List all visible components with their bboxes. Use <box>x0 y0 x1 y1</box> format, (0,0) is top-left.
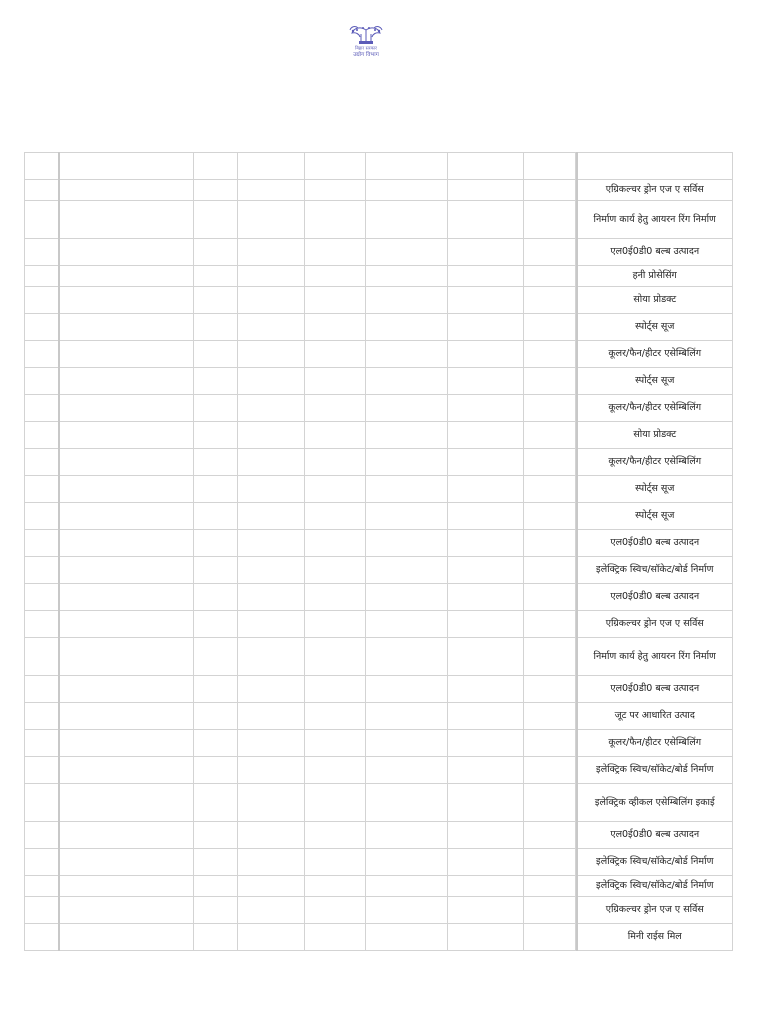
data-table <box>24 152 733 951</box>
table-cell <box>524 368 576 395</box>
table-cell <box>448 449 524 476</box>
table-cell <box>448 703 524 730</box>
table-cell-label: इलेक्ट्रिक व्हीकल एसेम्बिलिंग इकाई <box>577 784 733 822</box>
table-cell <box>448 239 524 266</box>
table-cell-label: एग्रिकल्चर ड्रोन एज ए सर्विस <box>577 897 733 924</box>
table-cell <box>305 368 366 395</box>
table-cell <box>238 897 305 924</box>
table-cell <box>238 557 305 584</box>
table-cell <box>59 897 194 924</box>
table-cell-label: एल0ई0डी0 बल्ब उत्पादन <box>577 239 733 266</box>
table-cell <box>448 676 524 703</box>
table-cell <box>524 180 576 201</box>
table-cell <box>305 897 366 924</box>
table-cell <box>194 530 238 557</box>
table-cell <box>194 784 238 822</box>
table-cell-label: एल0ई0डी0 बल्ब उत्पादन <box>577 676 733 703</box>
table-cell-label: कूलर/फैन/हीटर एसेम्बिलिंग <box>577 730 733 757</box>
table-cell <box>238 239 305 266</box>
table-cell <box>524 449 576 476</box>
table-cell <box>25 239 59 266</box>
table-cell <box>238 201 305 239</box>
table-cell <box>25 876 59 897</box>
table-cell <box>366 924 448 951</box>
table-cell <box>25 676 59 703</box>
table-cell <box>524 924 576 951</box>
table-cell <box>59 676 194 703</box>
table-cell <box>305 924 366 951</box>
table-cell <box>194 703 238 730</box>
table-cell <box>25 730 59 757</box>
table-cell <box>524 822 576 849</box>
header-cell <box>194 153 238 180</box>
table-cell <box>25 611 59 638</box>
header-cell <box>238 153 305 180</box>
table-cell-label: कूलर/फैन/हीटर एसेम्बिलिंग <box>577 341 733 368</box>
table-cell <box>238 703 305 730</box>
table-cell <box>194 395 238 422</box>
table-cell <box>524 638 576 676</box>
table-cell <box>59 287 194 314</box>
table-cell <box>366 584 448 611</box>
table-cell <box>366 876 448 897</box>
table-cell <box>194 266 238 287</box>
table-cell <box>524 584 576 611</box>
table-cell <box>59 476 194 503</box>
table-cell <box>238 395 305 422</box>
header-cell <box>305 153 366 180</box>
table-cell-label: स्पोर्ट्स सूज <box>577 368 733 395</box>
table-cell <box>238 287 305 314</box>
table-cell <box>59 503 194 530</box>
table-cell-label: एल0ई0डी0 बल्ब उत्पादन <box>577 822 733 849</box>
table-cell <box>194 287 238 314</box>
table-cell <box>194 876 238 897</box>
table-cell <box>524 784 576 822</box>
table-cell <box>25 395 59 422</box>
table-row <box>25 180 733 201</box>
table-cell <box>238 849 305 876</box>
table-cell <box>448 395 524 422</box>
table-row <box>25 849 733 876</box>
table-cell <box>25 201 59 239</box>
table-cell-label: इलेक्ट्रिक स्विच/सॉकेट/बोर्ड निर्माण <box>577 849 733 876</box>
table-cell <box>366 730 448 757</box>
table-cell <box>25 180 59 201</box>
table-cell <box>366 611 448 638</box>
table-cell <box>194 368 238 395</box>
table-cell <box>25 449 59 476</box>
table-row <box>25 266 733 287</box>
table-row <box>25 503 733 530</box>
table-cell <box>524 341 576 368</box>
table-cell <box>194 557 238 584</box>
header-cell <box>25 153 59 180</box>
table-cell <box>448 849 524 876</box>
table-cell <box>305 503 366 530</box>
table-row <box>25 449 733 476</box>
table-cell <box>59 784 194 822</box>
table-cell-label: इलेक्ट्रिक स्विच/सॉकेट/बोर्ड निर्माण <box>577 557 733 584</box>
table-cell <box>366 849 448 876</box>
table-cell <box>524 849 576 876</box>
table-cell <box>366 557 448 584</box>
table-cell <box>524 503 576 530</box>
table-cell <box>305 341 366 368</box>
table-cell <box>194 476 238 503</box>
table-cell <box>366 503 448 530</box>
table-cell <box>524 201 576 239</box>
table-cell-label: जूट पर आधारित उत्पाद <box>577 703 733 730</box>
table-cell-label: एल0ई0डी0 बल्ब उत्पादन <box>577 530 733 557</box>
table-cell <box>59 180 194 201</box>
table-row <box>25 924 733 951</box>
table-cell <box>448 287 524 314</box>
table-cell <box>238 730 305 757</box>
table-cell-label: निर्माण कार्य हेतु आयरन रिंग निर्माण <box>577 201 733 239</box>
table-cell <box>366 422 448 449</box>
table-cell <box>305 584 366 611</box>
table-cell <box>59 449 194 476</box>
table-cell <box>524 530 576 557</box>
table-header-row <box>25 153 733 180</box>
table-cell-label: एग्रिकल्चर ड्रोन एज ए सर्विस <box>577 611 733 638</box>
table-cell <box>59 730 194 757</box>
table-cell <box>366 822 448 849</box>
table-cell-label: इलेक्ट्रिक स्विच/सॉकेट/बोर्ड निर्माण <box>577 757 733 784</box>
table-cell <box>194 611 238 638</box>
table-row <box>25 822 733 849</box>
table-cell <box>25 584 59 611</box>
table-cell <box>194 201 238 239</box>
table-cell <box>524 897 576 924</box>
table-cell <box>366 449 448 476</box>
table-cell <box>524 703 576 730</box>
table-cell <box>25 422 59 449</box>
table-cell <box>59 266 194 287</box>
table-cell <box>366 314 448 341</box>
header-cell <box>59 153 194 180</box>
table-cell <box>305 530 366 557</box>
table-cell <box>59 557 194 584</box>
table-cell <box>25 557 59 584</box>
table-row <box>25 239 733 266</box>
table-cell <box>238 822 305 849</box>
table-cell <box>305 638 366 676</box>
department-logo <box>346 24 386 58</box>
table-cell <box>366 476 448 503</box>
table-cell <box>524 314 576 341</box>
table-cell <box>238 584 305 611</box>
table-cell <box>238 266 305 287</box>
table-cell <box>194 449 238 476</box>
table-cell-label: कूलर/फैन/हीटर एसेम्बिलिंग <box>577 449 733 476</box>
table-cell <box>25 849 59 876</box>
table-cell <box>305 266 366 287</box>
table-cell-label: स्पोर्ट्स सूज <box>577 503 733 530</box>
table-cell <box>25 314 59 341</box>
table-cell <box>194 180 238 201</box>
table-cell <box>59 530 194 557</box>
table-cell <box>25 822 59 849</box>
table-cell <box>25 266 59 287</box>
table-cell <box>524 287 576 314</box>
table-cell <box>305 611 366 638</box>
table-cell <box>305 730 366 757</box>
table-cell <box>305 476 366 503</box>
table-cell <box>448 314 524 341</box>
table-cell <box>305 557 366 584</box>
table-cell <box>366 530 448 557</box>
table-cell <box>59 584 194 611</box>
table-cell <box>366 287 448 314</box>
table-cell <box>25 638 59 676</box>
table-cell-label: स्पोर्ट्स सूज <box>577 314 733 341</box>
table-row <box>25 730 733 757</box>
table-cell <box>366 395 448 422</box>
table-cell <box>366 239 448 266</box>
table-cell <box>194 503 238 530</box>
table-cell-label: स्पोर्ट्स सूज <box>577 476 733 503</box>
table-cell <box>448 368 524 395</box>
table-cell <box>194 584 238 611</box>
table-cell <box>238 924 305 951</box>
table-cell <box>194 730 238 757</box>
table-row <box>25 476 733 503</box>
table-row <box>25 341 733 368</box>
table-cell <box>448 757 524 784</box>
table-cell <box>238 341 305 368</box>
table-cell <box>25 368 59 395</box>
table-cell <box>366 638 448 676</box>
table-row <box>25 368 733 395</box>
table-cell <box>448 476 524 503</box>
table-cell <box>305 239 366 266</box>
table-cell <box>524 730 576 757</box>
table-cell <box>59 611 194 638</box>
table-cell <box>238 611 305 638</box>
table-cell <box>305 784 366 822</box>
table-row <box>25 557 733 584</box>
table-cell <box>25 703 59 730</box>
logo-caption: उद्योग विभाग <box>353 52 379 58</box>
table-cell <box>524 611 576 638</box>
table-cell <box>238 876 305 897</box>
table-cell <box>366 341 448 368</box>
table-cell <box>194 676 238 703</box>
header-cell <box>524 153 576 180</box>
table-cell <box>448 180 524 201</box>
bodhi-tree-emblem-icon <box>346 24 386 58</box>
table-cell <box>305 757 366 784</box>
table-cell <box>25 287 59 314</box>
table-cell <box>524 395 576 422</box>
table-cell <box>448 822 524 849</box>
header-cell <box>448 153 524 180</box>
table-cell <box>238 368 305 395</box>
table-cell <box>366 757 448 784</box>
table-cell <box>305 395 366 422</box>
table-cell <box>448 730 524 757</box>
table-cell <box>194 314 238 341</box>
table-cell <box>524 422 576 449</box>
table-row <box>25 584 733 611</box>
table-cell <box>25 757 59 784</box>
table-row <box>25 611 733 638</box>
table-cell <box>194 822 238 849</box>
table-cell <box>305 449 366 476</box>
table-cell <box>366 784 448 822</box>
table-cell <box>59 849 194 876</box>
table-cell <box>448 876 524 897</box>
table-row <box>25 287 733 314</box>
table-cell <box>194 757 238 784</box>
table-cell-label: मिनी राईस मिल <box>577 924 733 951</box>
table-cell <box>59 239 194 266</box>
table-cell <box>59 822 194 849</box>
table-cell-label: इलेक्ट्रिक स्विच/सॉकेट/बोर्ड निर्माण <box>577 876 733 897</box>
table-cell <box>305 676 366 703</box>
table-cell-label: एग्रिकल्चर ड्रोन एज ए सर्विस <box>577 180 733 201</box>
table-cell <box>238 530 305 557</box>
table-cell <box>25 924 59 951</box>
table-cell-label: निर्माण कार्य हेतु आयरन रिंग निर्माण <box>577 638 733 676</box>
table-cell <box>448 584 524 611</box>
table-cell <box>448 530 524 557</box>
table-cell <box>59 314 194 341</box>
table-cell <box>448 784 524 822</box>
table-cell <box>524 476 576 503</box>
table-cell <box>448 422 524 449</box>
table-row <box>25 530 733 557</box>
table-cell <box>366 897 448 924</box>
table-cell <box>448 638 524 676</box>
table-cell <box>194 638 238 676</box>
table-cell <box>59 201 194 239</box>
table-cell <box>366 368 448 395</box>
table-cell <box>305 314 366 341</box>
table-row <box>25 897 733 924</box>
table-cell <box>448 611 524 638</box>
table-cell <box>305 822 366 849</box>
table-cell <box>238 449 305 476</box>
table-row <box>25 395 733 422</box>
table-cell <box>238 180 305 201</box>
table-cell <box>238 784 305 822</box>
table-cell <box>524 239 576 266</box>
table-row <box>25 201 733 239</box>
table-cell <box>59 341 194 368</box>
table-cell-label: सोया प्रोडक्ट <box>577 422 733 449</box>
table-cell <box>59 638 194 676</box>
table-cell <box>524 757 576 784</box>
table-cell <box>524 557 576 584</box>
table-cell <box>305 180 366 201</box>
table-cell <box>305 849 366 876</box>
table-cell <box>448 557 524 584</box>
table-row <box>25 757 733 784</box>
table-cell <box>366 676 448 703</box>
table-cell <box>448 503 524 530</box>
table-cell <box>305 703 366 730</box>
table-cell <box>59 757 194 784</box>
table-cell <box>305 201 366 239</box>
table-row <box>25 703 733 730</box>
table-cell <box>448 341 524 368</box>
table-cell <box>448 201 524 239</box>
table-cell <box>238 476 305 503</box>
table-cell <box>448 266 524 287</box>
table-cell <box>524 876 576 897</box>
table-cell <box>25 341 59 368</box>
table-cell <box>194 239 238 266</box>
table-cell <box>25 784 59 822</box>
table-cell <box>366 180 448 201</box>
table-cell <box>305 287 366 314</box>
table-row <box>25 676 733 703</box>
table-cell-label: हनी प्रोसेसिंग <box>577 266 733 287</box>
table-cell <box>25 530 59 557</box>
table-cell-label: सोया प्रोडक्ट <box>577 287 733 314</box>
table-cell <box>238 676 305 703</box>
table-cell <box>59 422 194 449</box>
table-cell <box>194 897 238 924</box>
table-body <box>25 153 733 951</box>
table-cell <box>59 395 194 422</box>
table-row <box>25 422 733 449</box>
table-cell <box>366 266 448 287</box>
table-row <box>25 638 733 676</box>
table-cell <box>238 422 305 449</box>
table-cell <box>59 368 194 395</box>
table-cell-label: एल0ई0डी0 बल्ब उत्पादन <box>577 584 733 611</box>
table-cell <box>524 676 576 703</box>
table-cell <box>366 703 448 730</box>
table-cell <box>448 897 524 924</box>
table-cell <box>524 266 576 287</box>
table-cell <box>59 703 194 730</box>
table-cell <box>305 422 366 449</box>
table-cell <box>238 638 305 676</box>
table-cell <box>25 503 59 530</box>
logo-tagline: बिहार सरकार <box>355 46 377 52</box>
table-row <box>25 314 733 341</box>
table-cell <box>194 422 238 449</box>
table-cell-label: कूलर/फैन/हीटर एसेम्बिलिंग <box>577 395 733 422</box>
table-cell <box>194 341 238 368</box>
table-row <box>25 784 733 822</box>
table-cell <box>59 924 194 951</box>
table-cell <box>305 876 366 897</box>
header-cell <box>366 153 448 180</box>
table-cell <box>238 314 305 341</box>
table-cell <box>25 476 59 503</box>
table-cell <box>238 757 305 784</box>
table-cell <box>194 849 238 876</box>
table-cell <box>366 201 448 239</box>
table-cell <box>448 924 524 951</box>
table-row <box>25 876 733 897</box>
table-cell <box>194 924 238 951</box>
table-cell <box>59 876 194 897</box>
table-cell <box>238 503 305 530</box>
header-cell <box>577 153 733 180</box>
table-cell <box>25 897 59 924</box>
